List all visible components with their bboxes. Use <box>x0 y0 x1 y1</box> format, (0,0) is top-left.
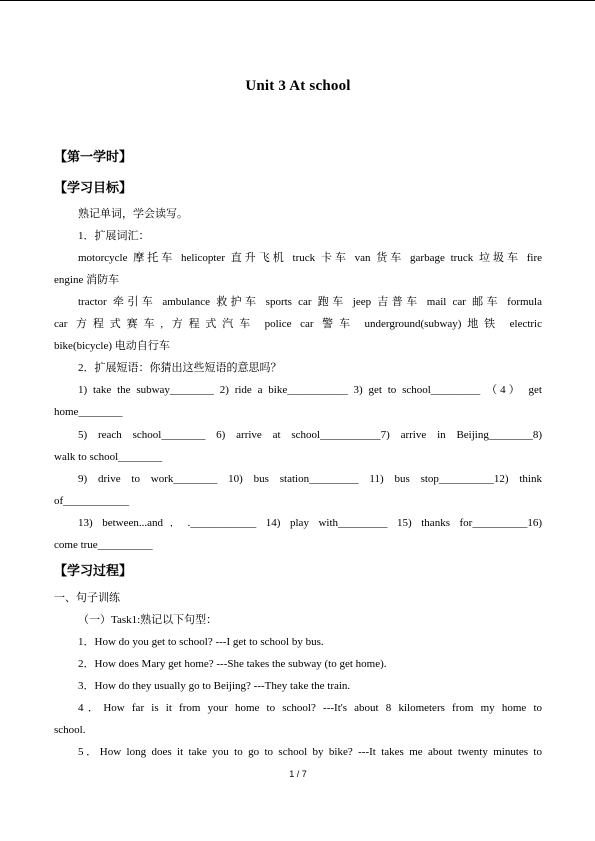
vocab-line-2: engine 消防车 <box>54 274 120 286</box>
phrase-line-2: home________ <box>54 406 123 418</box>
goals-intro: 熟记单词，学会读写。 <box>78 208 188 220</box>
sentence-4: 4．How far is it from your home to school? ---It's about 8 kilometers from my home to <box>78 702 542 714</box>
phrase-line-3: 5) reach school________ 6) arrive at school___________7) arrive in Beijing________8) <box>78 429 542 441</box>
vocab-heading: 1．扩展词汇： <box>78 230 150 242</box>
sentence-4-continued: school. <box>54 724 86 736</box>
vocab-line-1: motorcycle 摩托车 helicopter 直升飞机 truck 卡车 van 货车 garbage truck 垃圾车 fire <box>78 252 542 264</box>
vocab-line-5: bike(bicycle) 电动自行车 <box>54 340 170 352</box>
page-title: Unit 3 At school <box>245 78 351 94</box>
vocab-line-4: car 方程式赛车, 方程式汽车 police car 警车 underground(subway)地铁 electric <box>54 318 542 330</box>
sentence-5: 5．How long does it take you to go to school by bike? ---It takes me about twenty minutes to <box>78 746 542 758</box>
phrase-line-7: 13) between...and．.____________ 14) play with_________ 15) thanks for__________16) <box>78 517 542 529</box>
page-number: 1 / 7 <box>289 769 307 779</box>
top-border <box>0 0 595 1</box>
section-lesson-heading: 【第一学时】 <box>54 150 133 165</box>
section-goals-heading: 【学习目标】 <box>54 181 133 196</box>
phrase-line-1: 1) take the subway________ 2) ride a bike___________ 3) get to school_________ （4） get <box>78 384 542 396</box>
section-process-heading: 【学习过程】 <box>54 564 133 579</box>
vocab-line-3: tractor 牵引车 ambulance 救护车 sports car 跑车 jeep 吉普车 mail car 邮车 formula <box>78 296 542 308</box>
phrase-heading: 2．扩展短语：你猜出这些短语的意思吗？ <box>78 362 282 374</box>
phrase-line-6: of____________ <box>54 495 130 507</box>
sentence-1: 1．How do you get to school? ---I get to school by bus. <box>78 636 324 648</box>
part-one-heading: 一、句子训练 <box>54 592 120 604</box>
phrase-line-5: 9) drive to work________ 10) bus station_________ 11) bus stop__________12) think <box>78 473 542 485</box>
task1-heading: （一）Task1:熟记以下句型： <box>78 614 218 626</box>
phrase-line-4: walk to school________ <box>54 451 163 463</box>
sentence-2: 2．How does Mary get home? ---She takes the subway (to get home). <box>78 658 387 670</box>
sentence-3: 3．How do they usually go to Beijing? ---They take the train. <box>78 680 351 692</box>
phrase-line-8: come true__________ <box>54 539 153 551</box>
